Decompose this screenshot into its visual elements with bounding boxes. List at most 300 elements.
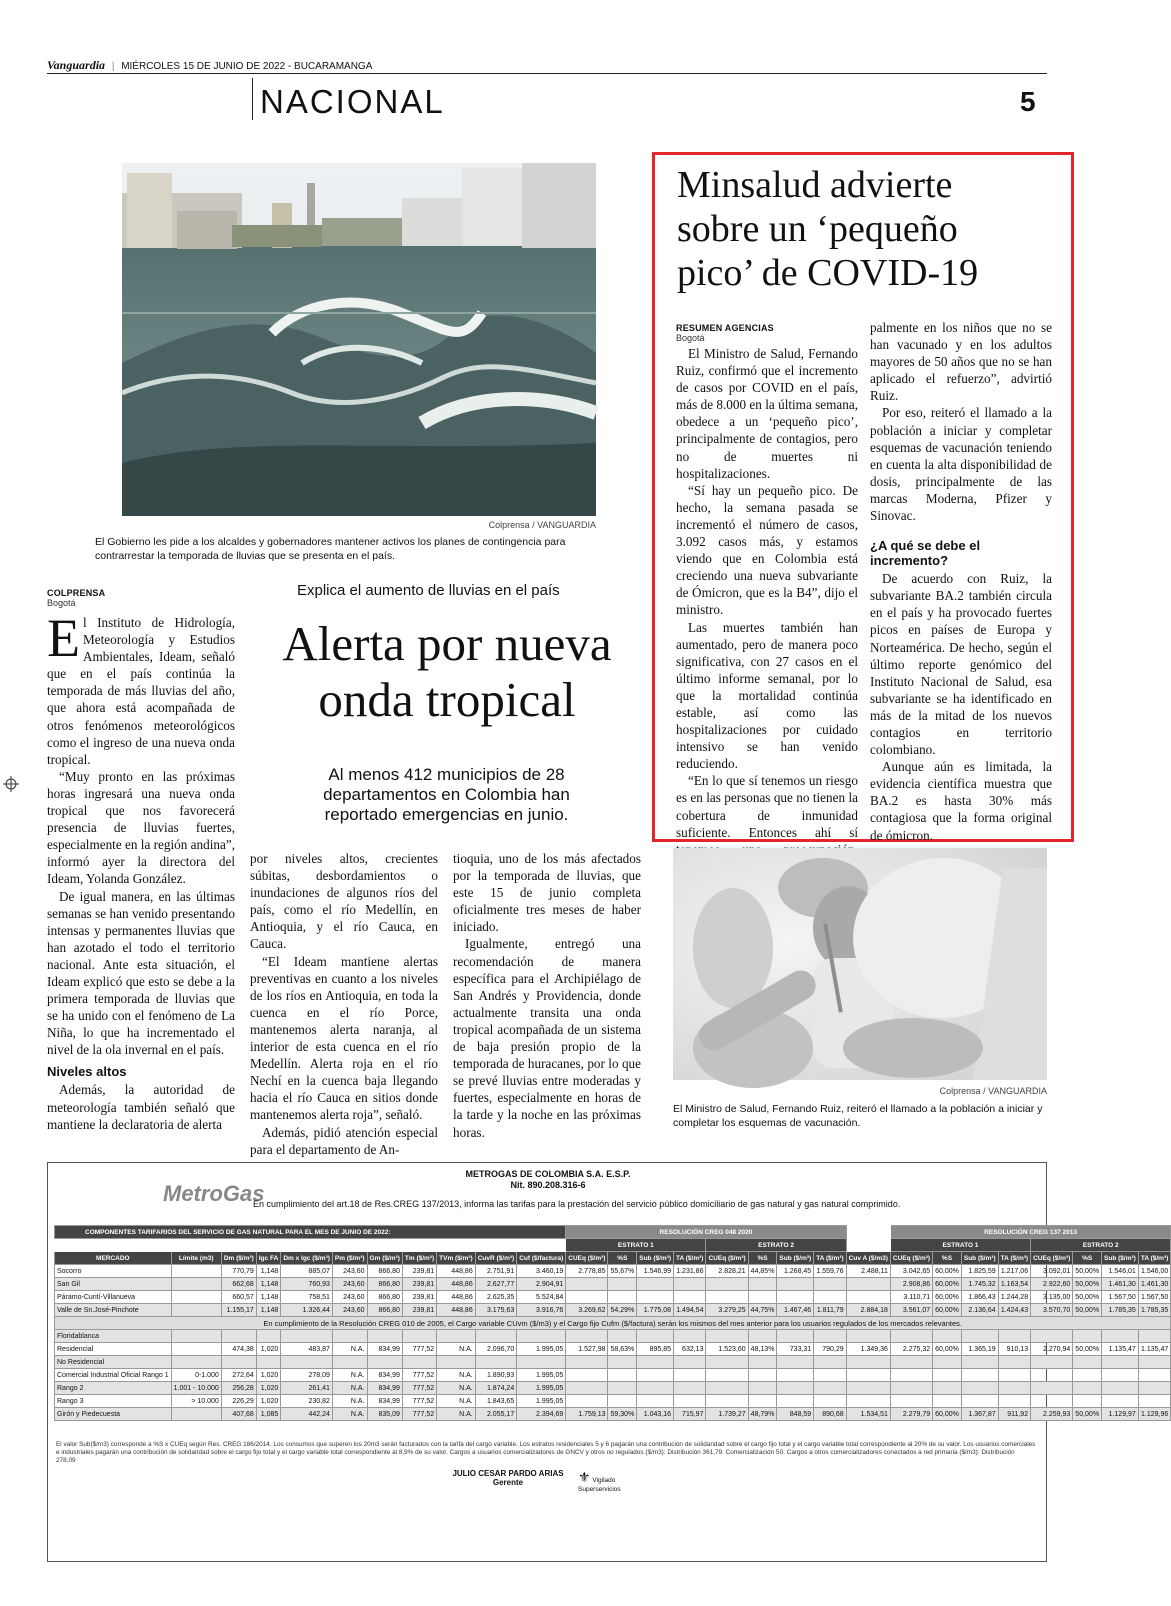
table-cell: 777,52 [402,1408,436,1421]
table-cell [608,1278,637,1291]
table-cell [814,1369,846,1382]
table-cell [846,1356,890,1369]
table-cell [1031,1382,1073,1395]
table-row [55,1408,1171,1421]
table-cell: 1,148 [256,1304,281,1317]
table-cell [171,1343,221,1356]
table-cell [961,1330,998,1343]
table-cell [998,1382,1030,1395]
table-cell [1031,1395,1073,1408]
article2-subhead: ¿A qué se debe el incremento? [870,538,981,569]
table-row [55,1304,1171,1317]
page-number: 5 [1020,86,1036,117]
table-cell: 2.259,93 [1031,1408,1073,1421]
table-cell: 1.775,08 [637,1304,674,1317]
table-cell: 50,00% [1073,1278,1102,1291]
table-cell: 1,020 [256,1395,281,1408]
table-cell: Páramo-Curití-Villanueva [55,1291,172,1304]
table-cell: 3.916,76 [517,1304,566,1317]
table-cell: 60,00% [933,1278,962,1291]
column-header: TA ($/m³) [814,1252,846,1265]
table-cell: Floridablanca [55,1330,172,1343]
brand-logo: Vanguardia [47,58,106,72]
column-header: CUEq ($/m³) [890,1252,932,1265]
table-cell: 1.995,05 [517,1382,566,1395]
table-cell [674,1278,706,1291]
table-cell: 230,82 [281,1395,333,1408]
table-row [55,1330,1171,1343]
table-cell [777,1382,814,1395]
ad-footnote: El valor Sub($/m3) corresponde a %S x CUEq según Res. CREG 186/2014. Los consumos que superen los 20m3 serán facturados con la tarifa del cargo variable. Los estratos residenciales 5 y 6 pagarán una contribución de solidaridad sobre el cargo fijo total y el cargo variable total correspondiente al 20% de su valor. Los usuarios comerciales e industriales pagarán una contribución de solidaridad sobre el cargo fijo total y el cargo variable total correspondiente al 8,9% de su valor. Cargos a usuarios comercializadores de GNCV y otros no regulados ($/m3): Distribución 361,79. Comercialización 50. Cargos a otros comercializadores conectados a red primaria ($/m3): Distribución 278,09 [56,1441,1036,1464]
table-cell [1138,1330,1170,1343]
table-cell: 448,86 [437,1278,476,1291]
table-cell [748,1356,777,1369]
article1-byline: COLPRENSA [47,588,106,598]
table-cell [998,1356,1030,1369]
table-cell [706,1356,748,1369]
article1-col1-p1: El Instituto de Hidrología, Meteorología y Estudios Ambientales, Ideam, señaló que en el país continúa la temporada de más lluvias del año, que ahora está acompañada de otros fenómenos meteorológicos como el ingreso de una nueva onda tropical. [47,608,235,767]
table-cell [674,1291,706,1304]
table-cell: Rango 3 [55,1395,172,1408]
table-cell [814,1382,846,1395]
section-title: NACIONAL [260,83,445,120]
column-header: MERCADO [55,1252,172,1265]
table-cell: Girón y Piedecuesta [55,1408,172,1421]
article-covid-box [652,152,1074,842]
table-cell: 2.751,91 [475,1265,516,1278]
table-cell: 3.269,62 [566,1304,608,1317]
table-cell [566,1369,608,1382]
table-cell [1073,1395,1102,1408]
table-cell: 1.785,35 [1102,1304,1139,1317]
table-cell [281,1356,333,1369]
table-cell: 3.561,07 [890,1304,932,1317]
table-cell [1102,1330,1139,1343]
table-cell: 1,148 [256,1265,281,1278]
article1-col2 [250,850,438,1158]
table-row [55,1343,1171,1356]
column-header: Igc FA [256,1252,281,1265]
article1-col2-p2: “El Ideam mantiene alertas preventivas en cuanto a los niveles de los ríos en Antioquia, en toda la cuenca en el río Porce, mantenemos alerta naranja, al interior de esta cuenca en el río Medellín. Alerta roja en el río Nechí en la cuenca baja llegando hacia el río Cauca en sitios donde mantenemos alerta roja”, señaló. [250,953,438,1123]
article1-col3-p2: Igualmente, entregó una recomendación de manera específica para el Archipiélago de San Andrés y Providencia, donde actualmente transita una onda tropical acompañada de un sistema de baja presión propio de la temporada de huracanes, por lo que se prevé lluvias entre moderadas y fuertes, especialmente en horas de la tarde y la noche en las próximas horas. [453,936,641,1140]
table-cell [256,1356,281,1369]
table-cell [171,1265,221,1278]
table-cell: N.A. [332,1395,367,1408]
table-row [55,1265,1171,1278]
table-cell: 243,60 [332,1278,367,1291]
table-cell: 1.367,87 [961,1408,998,1421]
table-column-headers [55,1252,1171,1265]
table-cell: 1.129,97 [1102,1408,1139,1421]
table-body [55,1265,1171,1421]
table-cell: 1.135,47 [1138,1343,1170,1356]
table-cell: 1.546,99 [637,1265,674,1278]
table-cell: 2.096,70 [475,1343,516,1356]
column-header: %S [608,1252,637,1265]
article2-col1 [676,323,858,875]
table-cell [674,1382,706,1395]
table-row [55,1369,1171,1382]
table-cell [748,1395,777,1408]
table-cell: 3.092,01 [1031,1265,1073,1278]
column-header: Sub ($/m³) [777,1252,814,1265]
table-cell [814,1330,846,1343]
table-cell [933,1395,962,1408]
table-cell: 777,52 [402,1382,436,1395]
table-cell [437,1356,476,1369]
table-cell: 5.524,84 [517,1291,566,1304]
column-header: CUEq ($/m³) [706,1252,748,1265]
article1-subhead: Niveles altos [47,1064,127,1080]
table-cell [706,1369,748,1382]
article2-col2-p2: Por eso, reiteró el llamado a la población a iniciar y completar esquemas de vacunación teniendo en cuenta la alta disponibilidad de dosis, principalmente de las marcas Moderna, Pfizer y Sinovac. [870,405,1052,524]
table-cell: 448,86 [437,1304,476,1317]
table-cell [637,1356,674,1369]
article2-col1-p2: “Sí hay un pequeño pico. De hecho, la semana pasada se incrementó el número de casos, 3.092 casos más, y estamos viendo que en Colombia está creciendo una nueva subvariante de Ómicron, que es la B4”, dijo el ministro. [676,482,858,618]
table-cell: 44,85% [748,1265,777,1278]
dropcap: E [47,608,80,668]
table-cell [171,1278,221,1291]
table-cell: 59,30% [608,1408,637,1421]
table-cell: 2.627,77 [475,1278,516,1291]
table-cell [1073,1382,1102,1395]
table-cell: Valle de Sn.José-Pinchote [55,1304,172,1317]
table-cell: 848,59 [777,1408,814,1421]
column-header: Dm ($/m³) [221,1252,256,1265]
table-cell [475,1330,516,1343]
table-row [55,1382,1171,1395]
table-cell: 44,75% [748,1304,777,1317]
table-cell: N.A. [437,1382,476,1395]
table-cell [933,1356,962,1369]
table-cell [171,1330,221,1343]
article1-col1-p2: “Muy pronto en las próximas horas ingresará una nueva onda tropical que nos favorecerá presencia de lluvias fuertes, especialmente en la región andina”, informó ayer la directora del Ideam, Yolanda González. [47,768,235,887]
table-cell [608,1291,637,1304]
table-cell: 55,67% [608,1265,637,1278]
table-cell: 60,00% [933,1291,962,1304]
table-cell: 2.908,86 [890,1278,932,1291]
table-cell: Residencial [55,1343,172,1356]
table-cell: 1.155,17 [221,1304,256,1317]
table-cell [674,1395,706,1408]
table-cell: 2.394,69 [517,1408,566,1421]
table-cell: 54,29% [608,1304,637,1317]
table-cell [846,1330,890,1343]
table-cell: 2.136,64 [961,1304,998,1317]
table-cell [706,1291,748,1304]
table-cell [674,1330,706,1343]
table-cell: 1.546,01 [1102,1265,1139,1278]
photo2-credit: Colprensa / VANGUARDIA [939,1086,1047,1096]
table-cell: 243,60 [332,1291,367,1304]
table-cell: No Residencial [55,1356,172,1369]
table-cell [171,1291,221,1304]
column-header: Tm ($/m³) [402,1252,436,1265]
table-cell [998,1330,1030,1343]
table-cell: 48,79% [748,1408,777,1421]
table-cell: 1.995,05 [517,1395,566,1408]
table-cell [961,1395,998,1408]
table-cell: 890,68 [814,1408,846,1421]
table-cell: 448,86 [437,1291,476,1304]
table-cell: 3.135,00 [1031,1291,1073,1304]
table-cell [637,1330,674,1343]
table-cell: 1.424,43 [998,1304,1030,1317]
table-cell [1031,1330,1073,1343]
table-cell: 243,60 [332,1304,367,1317]
ad-company: METROGAS DE COLOMBIA S.A. E.S.P. [465,1169,631,1179]
article1-city: Bogotá [47,598,76,608]
table-cell: 1.739,27 [706,1408,748,1421]
table-cell: 777,52 [402,1343,436,1356]
table-cell: 3.175,63 [475,1304,516,1317]
table-cell: 474,38 [221,1343,256,1356]
table-cell [608,1369,637,1382]
table-cell: 1.811,79 [814,1304,846,1317]
photo-vaccination [673,848,1047,1080]
table-cell: 243,60 [332,1265,367,1278]
table-cell: 3.110,71 [890,1291,932,1304]
table-cell: 0-1.000 [171,1369,221,1382]
table-cell [437,1330,476,1343]
table-cell: 1.043,16 [637,1408,674,1421]
table-cell: 1.874,24 [475,1382,516,1395]
article1-col1-p4: Además, la autoridad de meteorología también señaló que mantiene la declaratoria de alerta [47,1082,235,1132]
table-cell: 777,52 [402,1395,436,1408]
table-cell: 1.745,32 [961,1278,998,1291]
table-row [55,1356,1171,1369]
table-cell [777,1369,814,1382]
table-cell: 50,00% [1073,1343,1102,1356]
table-cell: 1,020 [256,1369,281,1382]
table-cell: 1.129,96 [1138,1408,1170,1421]
table-cell: 1.785,35 [1138,1304,1170,1317]
table-cell: 662,68 [221,1278,256,1291]
table-cell: 911,92 [998,1408,1030,1421]
table-cell: 1.163,54 [998,1278,1030,1291]
photo-sea-waves [122,163,596,516]
table-cell: 1.527,98 [566,1343,608,1356]
column-header: Límite (m3) [171,1252,221,1265]
table-cell [846,1369,890,1382]
table-cell [566,1330,608,1343]
column-header: CUEq ($/m³) [1031,1252,1073,1265]
article-lluvias [47,582,641,1157]
table-cell [890,1395,932,1408]
table-cell: 448,86 [437,1265,476,1278]
table-cell [748,1369,777,1382]
table-cell [846,1382,890,1395]
article2-col2-p4: Aunque aún es limitada, la evidencia científica muestra que BA.2 es hasta 30% más contagiosa que la forma original de ómicron. [870,759,1052,843]
table-cell: 733,31 [777,1343,814,1356]
table-cell: 1.365,19 [961,1343,998,1356]
table-cell: Comercial Industrial Oficial Rango 1 [55,1369,172,1382]
table-cell [998,1395,1030,1408]
table-cell: 50,00% [1073,1291,1102,1304]
table-cell [1073,1356,1102,1369]
table-cell: 1,085 [256,1408,281,1421]
table-cell: 834,99 [367,1343,402,1356]
table-cell: 866,80 [367,1291,402,1304]
table-cell: 834,99 [367,1382,402,1395]
registration-mark-icon [3,776,19,792]
article1-kicker: Explica el aumento de lluvias en el país [297,582,560,599]
table-cell [1102,1356,1139,1369]
metrogas-logo: MetroGas [163,1181,265,1206]
table-cell [846,1291,890,1304]
table-cell [1031,1369,1073,1382]
photo1-credit: Colprensa / VANGUARDIA [488,520,596,530]
table-cell [171,1356,221,1369]
table-cell [1138,1369,1170,1382]
table-cell: 1.567,50 [1102,1291,1139,1304]
table-cell: 1.523,60 [706,1343,748,1356]
column-header: CuvR ($/m³) [475,1252,516,1265]
table-cell: 261,41 [281,1382,333,1395]
table-cell [475,1356,516,1369]
table-cell: 866,80 [367,1265,402,1278]
table-cell [332,1356,367,1369]
table-cell: 834,99 [367,1395,402,1408]
table-cell [961,1382,998,1395]
table-cell: 1.461,30 [1102,1278,1139,1291]
table-cell: 1.268,45 [777,1265,814,1278]
table-cell [846,1395,890,1408]
table-cell [1102,1369,1139,1382]
table-row-note [55,1317,1171,1330]
table-cell [706,1395,748,1408]
table-cell: 1.244,28 [998,1291,1030,1304]
table-cell: 2.270,94 [1031,1343,1073,1356]
table-cell: San Gil [55,1278,172,1291]
table-cell: 50,00% [1073,1408,1102,1421]
table-cell: 866,80 [367,1304,402,1317]
table-cell [637,1369,674,1382]
table-cell: 1.546,00 [1138,1265,1170,1278]
table-cell: 50,00% [1073,1265,1102,1278]
table-cell [566,1395,608,1408]
table-cell: 60,00% [933,1304,962,1317]
table-cell: 2.828,21 [706,1265,748,1278]
table-cell: 1.326,44 [281,1304,333,1317]
table-cell: 1.461,30 [1138,1278,1170,1291]
table-cell [674,1369,706,1382]
note-cell: En cumplimiento de la Resolución CREG 010 de 2005, el Cargo variable CUvm ($/m3) y el Cargo fijo Cufm ($/factura) serán los mismos del mes anterior para los usuarios regulados de los mercados relevantes. [55,1317,1171,1330]
table-cell [367,1356,402,1369]
article2-city: Bogotá [676,333,705,343]
table-cell: 1.001 - 10.000 [171,1382,221,1395]
table-cell [281,1330,333,1343]
article1-col2-p1: por niveles altos, crecientes súbitas, desbordamientos o inundaciones de algunos ríos del país, como el río Medellín, en Antioquia, y el río Cauca, en Cauca. [250,851,438,952]
table-cell [814,1291,846,1304]
table-cell: 758,51 [281,1291,333,1304]
article1-headline: Alerta por nueva onda tropical [282,616,612,727]
table-cell: 1,148 [256,1291,281,1304]
table-cell: 1.995,05 [517,1369,566,1382]
column-header: TA ($/m³) [998,1252,1030,1265]
table-cell: 1.567,50 [1138,1291,1170,1304]
table-row [55,1291,1171,1304]
table-cell [846,1278,890,1291]
table-cell: 1.759,13 [566,1408,608,1421]
tariff-table: COMPONENTES TARIFARIOS DEL SERVICIO DE GAS NATURAL PARA EL MES DE JUNIO DE 2022: RESOLUCIÓN CREG 048 2020 RESOLUCIÓN CREG 137 2013 ESTRATO 1 ESTRATO 2 ESTRATO 1 ESTRATO 2 MERCADO Límite (m3) Dm ($/m³) Igc FA Dm x Igc ($/m³) Pm ($/m³) Gm ($/m³) Tm ($/m³) TVm ($/m³) CuvR ($/m³) Cuf ($/factura) CUEq ($/m³) %S Sub ($/m³) TA ($/m³) CUEq ($/m³) %S Sub ($/m³) TA ($/m³) Cuv A ($/m3) CUEq ($/m³) %S Sub ($/m³) TA ($/m³) CUEq ($/m³) %S Sub ($/m³) TA ($/m³) Socorro 770,79 1,148 885,07 243,60 866,80 239,81 448,86 2.751,91 3.460,19 2.778,85 55,67% 1.546,99 1.231,86 2.828,21 44,85% 1.268,45 1.559,76 2.488,11 3.042,65 60,00% 1.825,59 1.217,06 3.092,01 50,00% 1.546,01 1.546,00 San Gil 662,68 1,148 760,93 243,60 866,80 239,81 448,86 2.627,77 2.904,91 2.908,86 60,00% 1.745,32 1.163,54 2.922,60 50,00% 1.461,30 1.461,30 Páramo-Curití-Villanueva 660,57 1,148 758,51 243,60 866,80 239,81 448,86 2.625,35 5.524,84 3.110,71 60,00% 1.866,43 1.244,28 3.135,00 50,00% 1.567,50 1.567,50 Valle de Sn.José-Pinchote 1.155,17 1,148 1.326,44 243,60 866,80 239,81 448,86 3.175,63 3.916,76 3.269,62 54,29% 1.775,08 1.494,54 3.279,25 44,75% 1.467,46 1.811,79 2.884,18 3.561,07 60,00% 2.136,64 1.424,43 3.570,70 50,00% 1.785,35 1.785,35 En cumplimiento de la Resolución CREG 010 de 2005, el Cargo variable CUvm ($/m3) y el Cargo fijo Cufm ($/factura) serán los mismos del mes anterior para los usuarios regulados de los mercados relevantes. Floridablanca Residencial 474,38 1,020 483,87 N.A. 834,99 777,52 N.A. 2.096,70 1.995,05 1.527,98 58,63% 895,85 632,13 1.523,60 48,13% 733,31 790,29 1.349,36 2.275,32 60,00% 1.365,19 910,13 2.270,94 50,00% 1.135,47 1.135,47 No Residencial Comercial Industrial Oficial Rango 1 0-1.000 272,64 1,020 278,09 N.A. 834,99 777,52 N.A. 1.890,93 1.995,05 Rango 2 1.001 - 10.000 256,28 1,020 261,41 N.A. 834,99 777,52 N.A. 1.874,24 1.995,05 Rango 3 > 10.000 226,29 1,020 230,82 N.A. 834,99 777,52 N.A. 1.843,65 1.995,05 Girón y Piedecuesta 407,68 1,085 442,24 N.A. 835,09 777,52 N.A. 2.055,17 2.394,69 1.759,13 59,30% 1.043,16 715,97 1.739,27 48,79% 848,59 890,68 1.534,51 2.279,79 60,00% 1.367,87 911,92 2.259,93 50,00% 1.129,97 1.129,96 [54,1225,1171,1421]
table-cell [748,1330,777,1343]
table-cell [933,1330,962,1343]
table-cell: N.A. [437,1369,476,1382]
table-cell [706,1278,748,1291]
table-cell [517,1356,566,1369]
table-cell: 272,64 [221,1369,256,1382]
table-cell [777,1291,814,1304]
article2-col1-p4: “En lo que sí tenemos un riesgo es en las personas que no tienen la cobertura de inmunidad suficiente. Entonces ahí sí [676,773,858,840]
table-cell [1073,1369,1102,1382]
table-cell: 1.494,54 [674,1304,706,1317]
table-cell: 2.055,17 [475,1408,516,1421]
table-cell: 1.866,43 [961,1291,998,1304]
dateline: MIÉRCOLES 15 DE JUNIO DE 2022 - BUCARAMANGA [121,61,373,72]
table-cell [608,1356,637,1369]
photo2-caption: El Ministro de Salud, Fernando Ruiz, reiteró el llamado a la población a iniciar y completar los esquemas de vacunación. [673,1103,1043,1129]
table-cell [1073,1330,1102,1343]
table-cell: 1.534,51 [846,1408,890,1421]
column-header: CUEq ($/m³) [566,1252,608,1265]
table-cell [890,1382,932,1395]
table-cell [256,1330,281,1343]
table-cell [608,1382,637,1395]
table-cell [402,1330,436,1343]
table-cell [777,1278,814,1291]
table-cell [998,1369,1030,1382]
table-cell: 910,13 [998,1343,1030,1356]
table-cell [221,1330,256,1343]
table-cell: 2.275,32 [890,1343,932,1356]
table-cell: 2.904,91 [517,1278,566,1291]
table-cell: 866,80 [367,1278,402,1291]
table-cell: 407,68 [221,1408,256,1421]
column-header: %S [933,1252,962,1265]
table-cell: 790,29 [814,1343,846,1356]
table-cell [1031,1356,1073,1369]
table-cell: 834,99 [367,1369,402,1382]
table-cell: 2.922,60 [1031,1278,1073,1291]
table-cell: 2.884,18 [846,1304,890,1317]
table-cell: N.A. [332,1408,367,1421]
signer: JULIO CESAR PARDO ARIAS Gerente [452,1469,564,1487]
superservicios-logo: ⚜ Vigilado Superservicios [578,1469,621,1493]
table-cell [608,1395,637,1408]
column-header: Sub ($/m³) [1102,1252,1139,1265]
table-cell [566,1278,608,1291]
table-cell: 1.843,65 [475,1395,516,1408]
table-cell: 1.995,05 [517,1343,566,1356]
table-cell: 226,29 [221,1395,256,1408]
column-header: Sub ($/m³) [637,1252,674,1265]
table-cell [517,1330,566,1343]
table-cell: 1,020 [256,1343,281,1356]
table-cell [814,1278,846,1291]
article2-col1-p3: Las muertes también han aumentado, pero de manera poco significativa, con 27 casos en el último informe semanal, por lo que la mortalidad continúa estable, así como las hospitalizaciones por cuidado intensivo se han venido reduciendo. [676,619,858,772]
table-cell [933,1369,962,1382]
article2-col2-p1: palmente en los niños que no se han vacunado y en los adultos mayores de 50 años que no se han aplicado el refuerzo”, advirtió Ruiz. [870,320,1052,404]
table-cell: 1,148 [256,1278,281,1291]
table-cell: 1.467,46 [777,1304,814,1317]
table-cell [674,1356,706,1369]
table-cell: 777,52 [402,1369,436,1382]
table-cell: 60,00% [933,1408,962,1421]
column-header: TA ($/m³) [674,1252,706,1265]
column-header: Dm x Igc ($/m³) [281,1252,333,1265]
table-cell: 1.825,59 [961,1265,998,1278]
